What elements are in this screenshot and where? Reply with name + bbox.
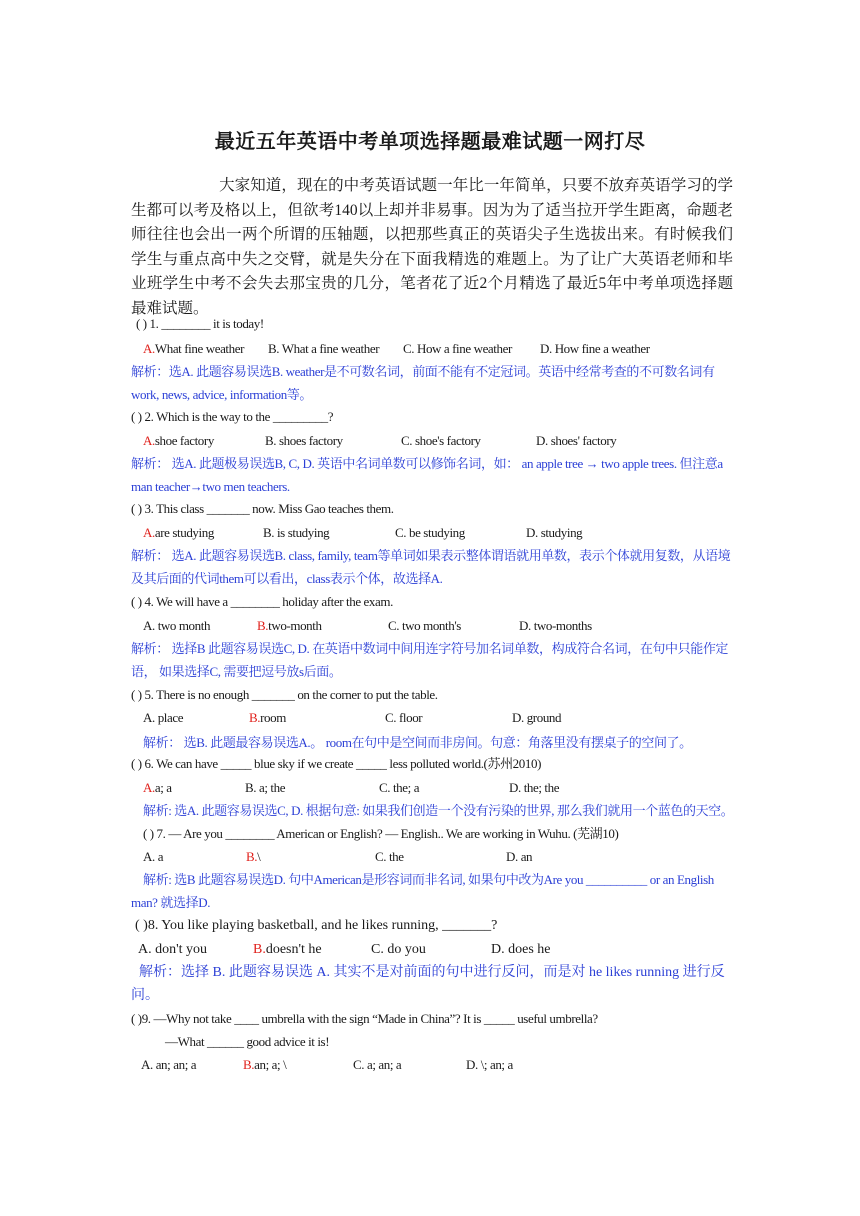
question-6-option-d: D. the; the: [509, 780, 560, 795]
question-4-option-d: D. two-months: [519, 618, 592, 633]
question-4-stem: ( ) 4. We will have a ________ holiday after the exam.: [131, 594, 393, 609]
question-9-stem-reply: —What ______ good advice it is!: [165, 1034, 330, 1049]
question-7-option-d: D. an: [506, 849, 533, 864]
question-2-option-a: A.shoe factory: [143, 433, 214, 448]
question-8-option-a: A. don't you: [138, 942, 208, 957]
question-3-option-d: D. studying: [526, 525, 583, 540]
question-2-option-d: D. shoes' factory: [536, 433, 617, 448]
question-5-analysis: 解析： 选B. 此题最容易误选A.。 room在句中是空间而非房间。句意：角落里没有摆桌子的空间了。: [143, 735, 692, 750]
question-2-analysis: 解析： 选A. 此题极易误选B, C, D. 英语中名词单数可以修饰名词，如： an apple tree → two apple trees. 但注意a man teacher→two men teachers.: [131, 456, 723, 494]
question-2-option-c: C. shoe's factory: [401, 433, 481, 448]
question-6-analysis: 解析: 选A. 此题容易误选C, D. 根据句意: 如果我们创造一个没有污染的世界, 那么我们就用一个蓝色的天空。: [143, 803, 734, 818]
question-9-option-a: A. an; an; a: [141, 1057, 197, 1072]
question-5-option-c: C. floor: [385, 710, 423, 725]
question-7-option-a: A. a: [143, 849, 164, 864]
question-7-analysis: 解析: 选B 此题容易误选D. 句中American是形容词而非名词, 如果句中改为Are you __________ or an English man? 就选择D.: [131, 872, 714, 910]
question-2-stem: ( ) 2. Which is the way to the _________?: [131, 409, 334, 424]
question-8-stem: ( )8. You like playing basketball, and he likes running, _______?: [135, 918, 498, 933]
question-7-option-b: B.\: [246, 849, 261, 864]
question-3-option-b: B. is studying: [263, 525, 330, 540]
question-8-analysis: 解析：选择 B. 此题容易误选 A. 其实不是对前面的句中进行反问，而是对 he likes running 进行反问。: [131, 965, 725, 1003]
question-9-option-d: D. \; an; a: [466, 1057, 513, 1072]
question-8-option-d: D. does he: [491, 942, 551, 957]
intro-paragraph: [131, 174, 733, 321]
question-3-option-a: A.are studying: [143, 525, 214, 540]
question-3-option-c: C. be studying: [395, 525, 465, 540]
question-6-option-a: A.a; a: [143, 780, 172, 795]
question-6-stem: ( ) 6. We can have _____ blue sky if we create _____ less polluted world.(苏州2010): [131, 756, 542, 771]
question-1-option-d: D. How fine a weather: [540, 341, 650, 356]
question-3-stem: ( ) 3. This class _______ now. Miss Gao teaches them.: [131, 501, 394, 516]
question-3-analysis: 解析： 选A. 此题容易误选B. class, family, team等单词如果表示整体谓语就用单数，表示个体就用复数，从语境及其后面的代词them可以看出，class表示个体，故选择A.: [131, 548, 731, 586]
question-5-option-d: D. ground: [512, 710, 562, 725]
question-8-option-b: B.doesn't he: [253, 942, 322, 957]
question-5-option-a: A. place: [143, 710, 184, 725]
question-4-option-c: C. two month's: [388, 618, 461, 633]
question-1-analysis: 解析：选A. 此题容易误选B. weather是不可数名词，前面不能有不定冠词。英语中经常考查的不可数名词有work, news, advice, information等。: [131, 364, 715, 402]
question-9-option-b: B.an; a; \: [243, 1057, 287, 1072]
question-4-analysis: 解析： 选择B 此题容易误选C, D. 在英语中数词中间用连字符号加名词单数，构成符合名词，在句中只能作定语， 如果选择C, 需要把逗号放s后面。: [131, 641, 729, 679]
question-9-stem: ( )9. —Why not take ____ umbrella with the sign “Made in China”? It is _____ useful umbrella?: [131, 1011, 598, 1026]
document-title: 最近五年英语中考单项选择题最难试题一网打尽: [214, 131, 646, 153]
question-5-stem: ( ) 5. There is no enough _______ on the corner to put the table.: [131, 687, 438, 702]
question-7-stem: ( ) 7. — Are you ________ American or English? — English.. We are working in Wuhu. (芜湖10): [143, 826, 619, 841]
question-4-option-a: A. two month: [143, 618, 211, 633]
question-1-option-b: B. What a fine weather: [268, 341, 380, 356]
question-9-option-c: C. a; an; a: [353, 1057, 402, 1072]
intro-text: 大家知道，现在的中考英语试题一年比一年简单，只要不放弃英语学习的学生都可以考及格以上，但欲考140以上却并非易事。因为为了适当拉开学生距离，命题老师往往也会出一两个所谓的压轴题，以把那些真正的英语尖子生选拔出来。有时候我们学生与重点高中失之交臂，就是失分在下面我精选的难题上。为了让广大英语老师和毕业班学生中考不会失去那宝贵的几分，笔者花了近2个月精选了最近5年中考单项选择题最难试题。: [131, 177, 733, 317]
question-5-option-b: B.room: [249, 710, 286, 725]
question-4-option-b: B.two-month: [257, 618, 322, 633]
question-1-stem: ( ) 1. ________ it is today!: [136, 316, 264, 331]
question-8-option-c: C. do you: [371, 942, 426, 957]
question-1-option-c: C. How a fine weather: [403, 341, 512, 356]
question-6-option-b: B. a; the: [245, 780, 286, 795]
question-6-option-c: C. the; a: [379, 780, 420, 795]
question-2-option-b: B. shoes factory: [265, 433, 343, 448]
question-7-option-c: C. the: [375, 849, 404, 864]
question-1-option-a: A.What fine weather: [143, 341, 245, 356]
